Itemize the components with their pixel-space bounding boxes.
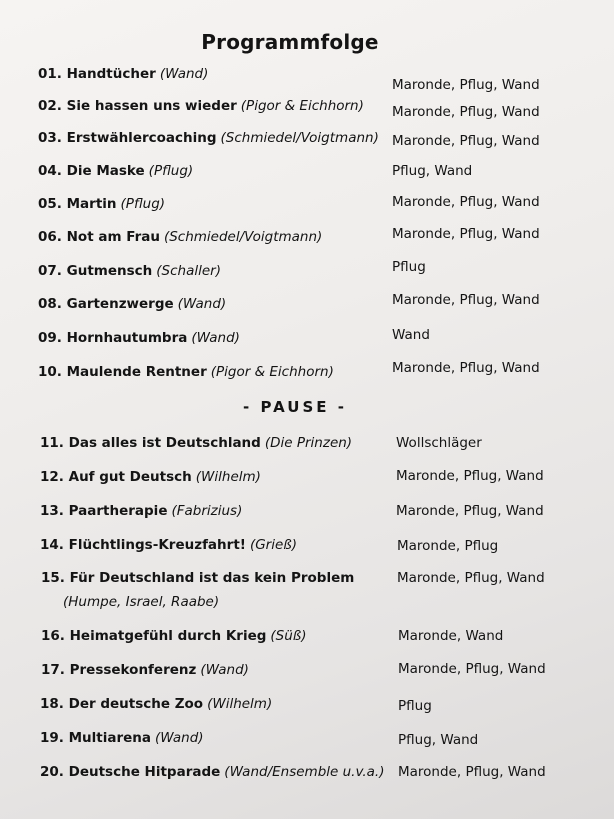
song-entry <box>38 130 379 146</box>
item-number: 13. <box>40 503 64 519</box>
list-item <box>0 570 614 618</box>
list-item <box>0 360 614 388</box>
list-item <box>0 435 614 459</box>
song-entry <box>38 98 364 114</box>
song-author: (Pigor & Eichhorn) <box>240 98 364 114</box>
list-item <box>0 503 614 527</box>
item-number: 11. <box>40 435 64 451</box>
song-title: Erstwählercoaching <box>66 130 217 146</box>
performers: Pflug, Wand <box>392 163 473 179</box>
song-title: Martin <box>66 196 117 212</box>
song-author: (Die Prinzen) <box>264 435 353 451</box>
song-author: (Wand) <box>155 730 204 746</box>
performers: Maronde, Wand <box>398 628 504 644</box>
list-item <box>0 327 614 354</box>
list-item <box>0 662 614 686</box>
song-entry <box>41 570 354 610</box>
song-entry <box>38 296 226 312</box>
song-title: Das alles ist Deutschland <box>68 435 261 451</box>
song-author: (Wand/Ensemble u.v.a.) <box>224 764 385 780</box>
song-entry <box>38 330 240 346</box>
performers: Maronde, Pflug, Wand <box>392 226 540 242</box>
performers: Pflug, Wand <box>398 732 479 748</box>
item-number: 05. <box>38 196 62 212</box>
song-entry <box>40 503 242 519</box>
performers: Pflug <box>398 698 432 714</box>
song-author: (Schmiedel/Voigtmann) <box>163 229 323 245</box>
song-author: (Wilhelm) <box>207 696 273 712</box>
performers: Maronde, Pflug, Wand <box>398 764 546 780</box>
song-title: Für Deutschland ist das kein Problem <box>69 570 355 586</box>
list-item <box>0 98 614 122</box>
song-author: (Pigor & Eichhorn) <box>210 364 334 380</box>
song-entry <box>40 537 297 553</box>
performers: Maronde, Pflug, Wand <box>396 503 544 519</box>
song-title: Paartherapie <box>68 503 168 519</box>
song-entry <box>38 263 221 279</box>
song-author: (Fabrizius) <box>171 503 243 519</box>
performers: Maronde, Pflug, Wand <box>392 104 540 120</box>
song-entry <box>40 469 261 485</box>
performers: Wollschläger <box>396 435 482 451</box>
item-number: 09. <box>38 330 62 346</box>
song-author: (Schmiedel/Voigtmann) <box>220 130 379 146</box>
item-number: 19. <box>40 730 64 746</box>
performers: Maronde, Pflug, Wand <box>392 360 540 376</box>
song-author: (Wand) <box>177 296 227 312</box>
song-title: Hornhautumbra <box>66 330 188 346</box>
page-title: Programmfolge <box>201 30 379 54</box>
song-author: (Grieß) <box>249 537 298 553</box>
song-author: (Süß) <box>270 628 307 644</box>
item-number: 06. <box>38 229 62 245</box>
song-title: Handtücher <box>66 66 156 82</box>
item-number: 08. <box>38 296 62 312</box>
item-number: 20. <box>40 764 64 780</box>
song-entry <box>40 696 272 712</box>
performers: Pflug <box>392 259 426 275</box>
song-entry <box>40 730 204 746</box>
list-item <box>0 130 614 154</box>
song-title: Multiarena <box>68 730 152 746</box>
song-title: Not am Frau <box>66 229 160 245</box>
song-title: Gutmensch <box>66 263 153 279</box>
song-entry <box>40 435 352 451</box>
item-number: 16. <box>41 628 65 644</box>
list-item <box>0 537 614 561</box>
performers: Maronde, Pflug <box>397 538 499 554</box>
item-number: 14. <box>40 537 64 553</box>
item-number: 01. <box>38 66 62 82</box>
performers: Maronde, Pflug, Wand <box>397 570 545 586</box>
list-item <box>0 764 614 788</box>
list-item <box>0 730 614 754</box>
song-title: Die Maske <box>66 163 145 179</box>
performers: Maronde, Pflug, Wand <box>392 194 540 210</box>
item-number: 18. <box>40 696 64 712</box>
performers: Maronde, Pflug, Wand <box>392 77 540 93</box>
list-item <box>0 628 614 652</box>
item-number: 12. <box>40 469 64 485</box>
song-title: Maulende Rentner <box>66 364 207 380</box>
song-title: Sie hassen uns wieder <box>66 98 237 114</box>
song-entry <box>41 662 249 678</box>
song-author: (Wilhelm) <box>195 469 261 485</box>
song-entry <box>40 764 384 780</box>
list-item <box>0 696 614 720</box>
list-item <box>0 469 614 493</box>
song-title: Pressekonferenz <box>69 662 197 678</box>
song-title: Heimatgefühl durch Krieg <box>69 628 267 644</box>
item-number: 02. <box>38 98 62 114</box>
list-item <box>0 196 614 220</box>
song-author: (Wand) <box>191 330 240 346</box>
song-author: (Wand) <box>200 662 249 678</box>
song-entry <box>38 229 322 245</box>
performers: Wand <box>392 327 430 343</box>
performers: Maronde, Pflug, Wand <box>392 133 540 149</box>
song-entry <box>38 196 165 212</box>
song-title: Der deutsche Zoo <box>68 696 204 712</box>
song-author: (Schaller) <box>156 263 221 279</box>
performers: Maronde, Pflug, Wand <box>396 468 544 484</box>
song-title: Deutsche Hitparade <box>68 764 221 780</box>
list-item <box>0 66 614 93</box>
song-author: (Wand) <box>159 66 209 82</box>
item-number: 03. <box>38 130 62 146</box>
item-number: 07. <box>38 263 62 279</box>
performers: Maronde, Pflug, Wand <box>392 292 540 308</box>
item-number: 15. <box>41 570 65 586</box>
song-title: Flüchtlings-Kreuzfahrt! <box>68 537 246 553</box>
song-entry <box>38 163 193 179</box>
list-item <box>0 259 614 287</box>
list-item <box>0 292 614 320</box>
song-entry <box>38 66 208 82</box>
song-title: Gartenzwerge <box>66 296 174 312</box>
song-entry <box>38 364 334 380</box>
item-number: 10. <box>38 364 62 380</box>
song-author: (Pflug) <box>148 163 194 179</box>
song-author: (Humpe, Israel, Raabe) <box>63 594 220 610</box>
performers: Maronde, Pflug, Wand <box>398 661 546 677</box>
song-entry <box>41 628 307 644</box>
item-number: 04. <box>38 163 62 179</box>
song-title: Auf gut Deutsch <box>68 469 192 485</box>
list-item <box>0 163 614 187</box>
item-number: 17. <box>41 662 65 678</box>
song-author: (Pflug) <box>120 196 166 212</box>
pause-divider: - PAUSE - <box>243 398 347 416</box>
list-item <box>0 226 614 253</box>
